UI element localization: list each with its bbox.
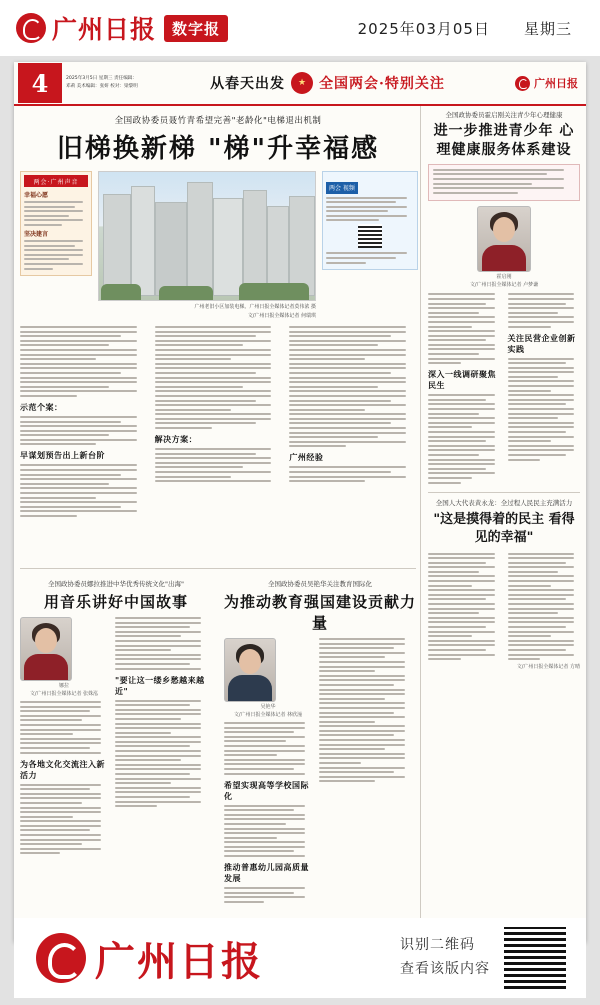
folio-meta: 2025年3月5日 星期三 责任编辑：邓莉 美术编辑：张妍 校对：梁黎明 bbox=[66, 76, 138, 89]
section-banner-left: 从春天出发 bbox=[210, 76, 286, 92]
feature-article-1[interactable] bbox=[20, 576, 212, 857]
guangzhou-daily-small-logo-icon bbox=[515, 76, 530, 91]
video-card-text bbox=[326, 197, 414, 222]
footer-qr-line2: 查看该版内容 bbox=[400, 961, 490, 977]
right-bottom-title: "这是摸得着的民主 看得见的幸福" bbox=[433, 512, 575, 546]
voice-card-text1 bbox=[24, 201, 88, 226]
section-banner bbox=[210, 72, 445, 94]
right-top-kicker: 全国政协委员霍启刚关注青少年心理健康 bbox=[445, 111, 563, 119]
newspaper-sheet[interactable] bbox=[14, 62, 586, 942]
video-card-qr-icon[interactable] bbox=[358, 224, 382, 248]
issue-weekday: 星期三 bbox=[523, 19, 572, 38]
lead-subhead-0: 示范个案： bbox=[20, 401, 63, 412]
footer-qr-icon[interactable] bbox=[504, 927, 566, 989]
page-number: 4 bbox=[18, 63, 62, 103]
masthead-bar bbox=[0, 0, 600, 56]
sheet-header bbox=[14, 62, 586, 106]
footer-bar bbox=[14, 918, 586, 998]
right-top-title: 进一步推进青少年 心理健康服务体系建设 bbox=[433, 123, 575, 158]
section-banner-right: 全国两会·特别关注 bbox=[319, 76, 445, 92]
lead-article[interactable] bbox=[20, 110, 416, 520]
feature-1-subhead-0: "要让这一缕乡愁越来越近" bbox=[115, 674, 205, 696]
sheet-brand-logo bbox=[515, 75, 578, 91]
guangzhou-daily-logo-icon bbox=[16, 13, 46, 43]
voice-card bbox=[20, 171, 92, 276]
voice-card-text2 bbox=[24, 240, 88, 270]
footer-logo-icon bbox=[36, 933, 86, 983]
right-top-subhead-1: 深入一线调研聚焦民生 bbox=[428, 369, 496, 391]
lead-kicker: 全国政协委员聂竹青希望完善"老龄化"电梯退出机制 bbox=[114, 116, 322, 126]
page-body bbox=[14, 106, 586, 942]
feature-article-2[interactable] bbox=[224, 576, 416, 905]
lead-headline: 旧梯换新梯 "梯"升幸福感 bbox=[56, 134, 380, 164]
lead-photo-credit: 文/广州日报全媒体记者 何瑞琪 bbox=[247, 313, 316, 319]
star-emblem-icon: ★ bbox=[291, 72, 313, 94]
horizontal-divider bbox=[20, 568, 416, 569]
digital-paper-badge[interactable]: 数字报 bbox=[164, 15, 228, 42]
right-column-divider bbox=[428, 492, 580, 493]
right-top-portrait bbox=[477, 206, 531, 272]
feature-1-title: 用音乐讲好中国故事 bbox=[43, 593, 188, 611]
footer-qr-block[interactable] bbox=[400, 927, 566, 989]
right-column[interactable] bbox=[428, 110, 580, 670]
lead-column-3 bbox=[289, 326, 416, 520]
brand-name: 广州日报 bbox=[52, 15, 157, 44]
column-divider bbox=[420, 106, 421, 942]
issue-date: 2025年03月05日 bbox=[357, 19, 490, 38]
feature-2-portrait bbox=[224, 638, 276, 702]
lead-subhead-2: 解决方案： bbox=[154, 434, 198, 445]
date-row bbox=[358, 18, 572, 39]
right-bottom-columns bbox=[428, 553, 580, 670]
sheet-brand-name: 广州日报 bbox=[534, 77, 578, 90]
lead-body-columns bbox=[20, 326, 416, 520]
feature-2-title: 为推动教育强国建设贡献力量 bbox=[224, 593, 417, 632]
right-top-columns bbox=[428, 293, 580, 486]
right-top-credit: 文/广州日报全媒体记者 卢梦谦 bbox=[469, 282, 539, 289]
footer-brand[interactable] bbox=[36, 930, 263, 987]
lead-photo[interactable] bbox=[98, 171, 316, 301]
brand-logo[interactable] bbox=[16, 10, 228, 46]
footer-qr-text bbox=[400, 934, 490, 982]
lead-hero-row bbox=[20, 171, 416, 319]
lead-column-1 bbox=[20, 326, 147, 520]
lead-column-2 bbox=[155, 326, 282, 520]
lead-subhead-1: 早谋划预告出上新台阶 bbox=[20, 450, 105, 461]
feature-1-credit: 文/广州日报全媒体记者 张姝泓 bbox=[29, 691, 99, 697]
footer-brand-name: 广州日报 bbox=[95, 937, 263, 985]
feature-2-subhead-0: 希望实现高等学校国际化 bbox=[224, 779, 309, 801]
voice-card-tag: 两会·广州声音 bbox=[24, 175, 88, 187]
right-top-subhead-0: 关注民营企业创新实践 bbox=[507, 332, 576, 354]
voice-card-sub1: 幸福心愿 bbox=[24, 192, 49, 199]
video-card-text2 bbox=[326, 252, 414, 263]
feature-1-portrait-caption: 娜拉 bbox=[58, 683, 69, 689]
right-top-portrait-caption: 霍启刚 bbox=[496, 274, 512, 281]
feature-2-subhead-1: 推动普惠幼儿园高质量发展 bbox=[224, 862, 309, 884]
right-bottom-credit: 文/广州日报全媒体记者 方晴 bbox=[516, 663, 580, 670]
feature-1-kicker: 全国政协委员娜拉推进中华优秀传统文化"出海" bbox=[48, 580, 184, 588]
video-card[interactable] bbox=[322, 171, 418, 270]
lead-photo-caption: 广州老旧小区加装电梯。广州日报全媒体记者莫伟浓 摄 bbox=[194, 304, 316, 310]
feature-2-kicker: 全国政协委员吴艳华关注教育国际化 bbox=[268, 580, 372, 588]
feature-2-credit: 文/广州日报全媒体记者 林欣潼 bbox=[233, 712, 303, 718]
feature-1-subhead-1: 为各地文化交流注入新活力 bbox=[20, 758, 105, 780]
footer-qr-line1: 识别二维码 bbox=[400, 937, 475, 954]
right-top-abstract bbox=[428, 164, 580, 202]
lead-subhead-3: 广州经验 bbox=[289, 452, 324, 463]
feature-2-portrait-caption: 吴艳华 bbox=[260, 704, 276, 710]
video-card-tag: 两会 视频 bbox=[326, 182, 358, 194]
right-bottom-kicker: 全国人大代表黄永龙：全过程人民民主充满活力 bbox=[435, 499, 573, 508]
feature-1-portrait bbox=[20, 617, 72, 681]
voice-card-sub2: 坚决建言 bbox=[24, 230, 49, 238]
